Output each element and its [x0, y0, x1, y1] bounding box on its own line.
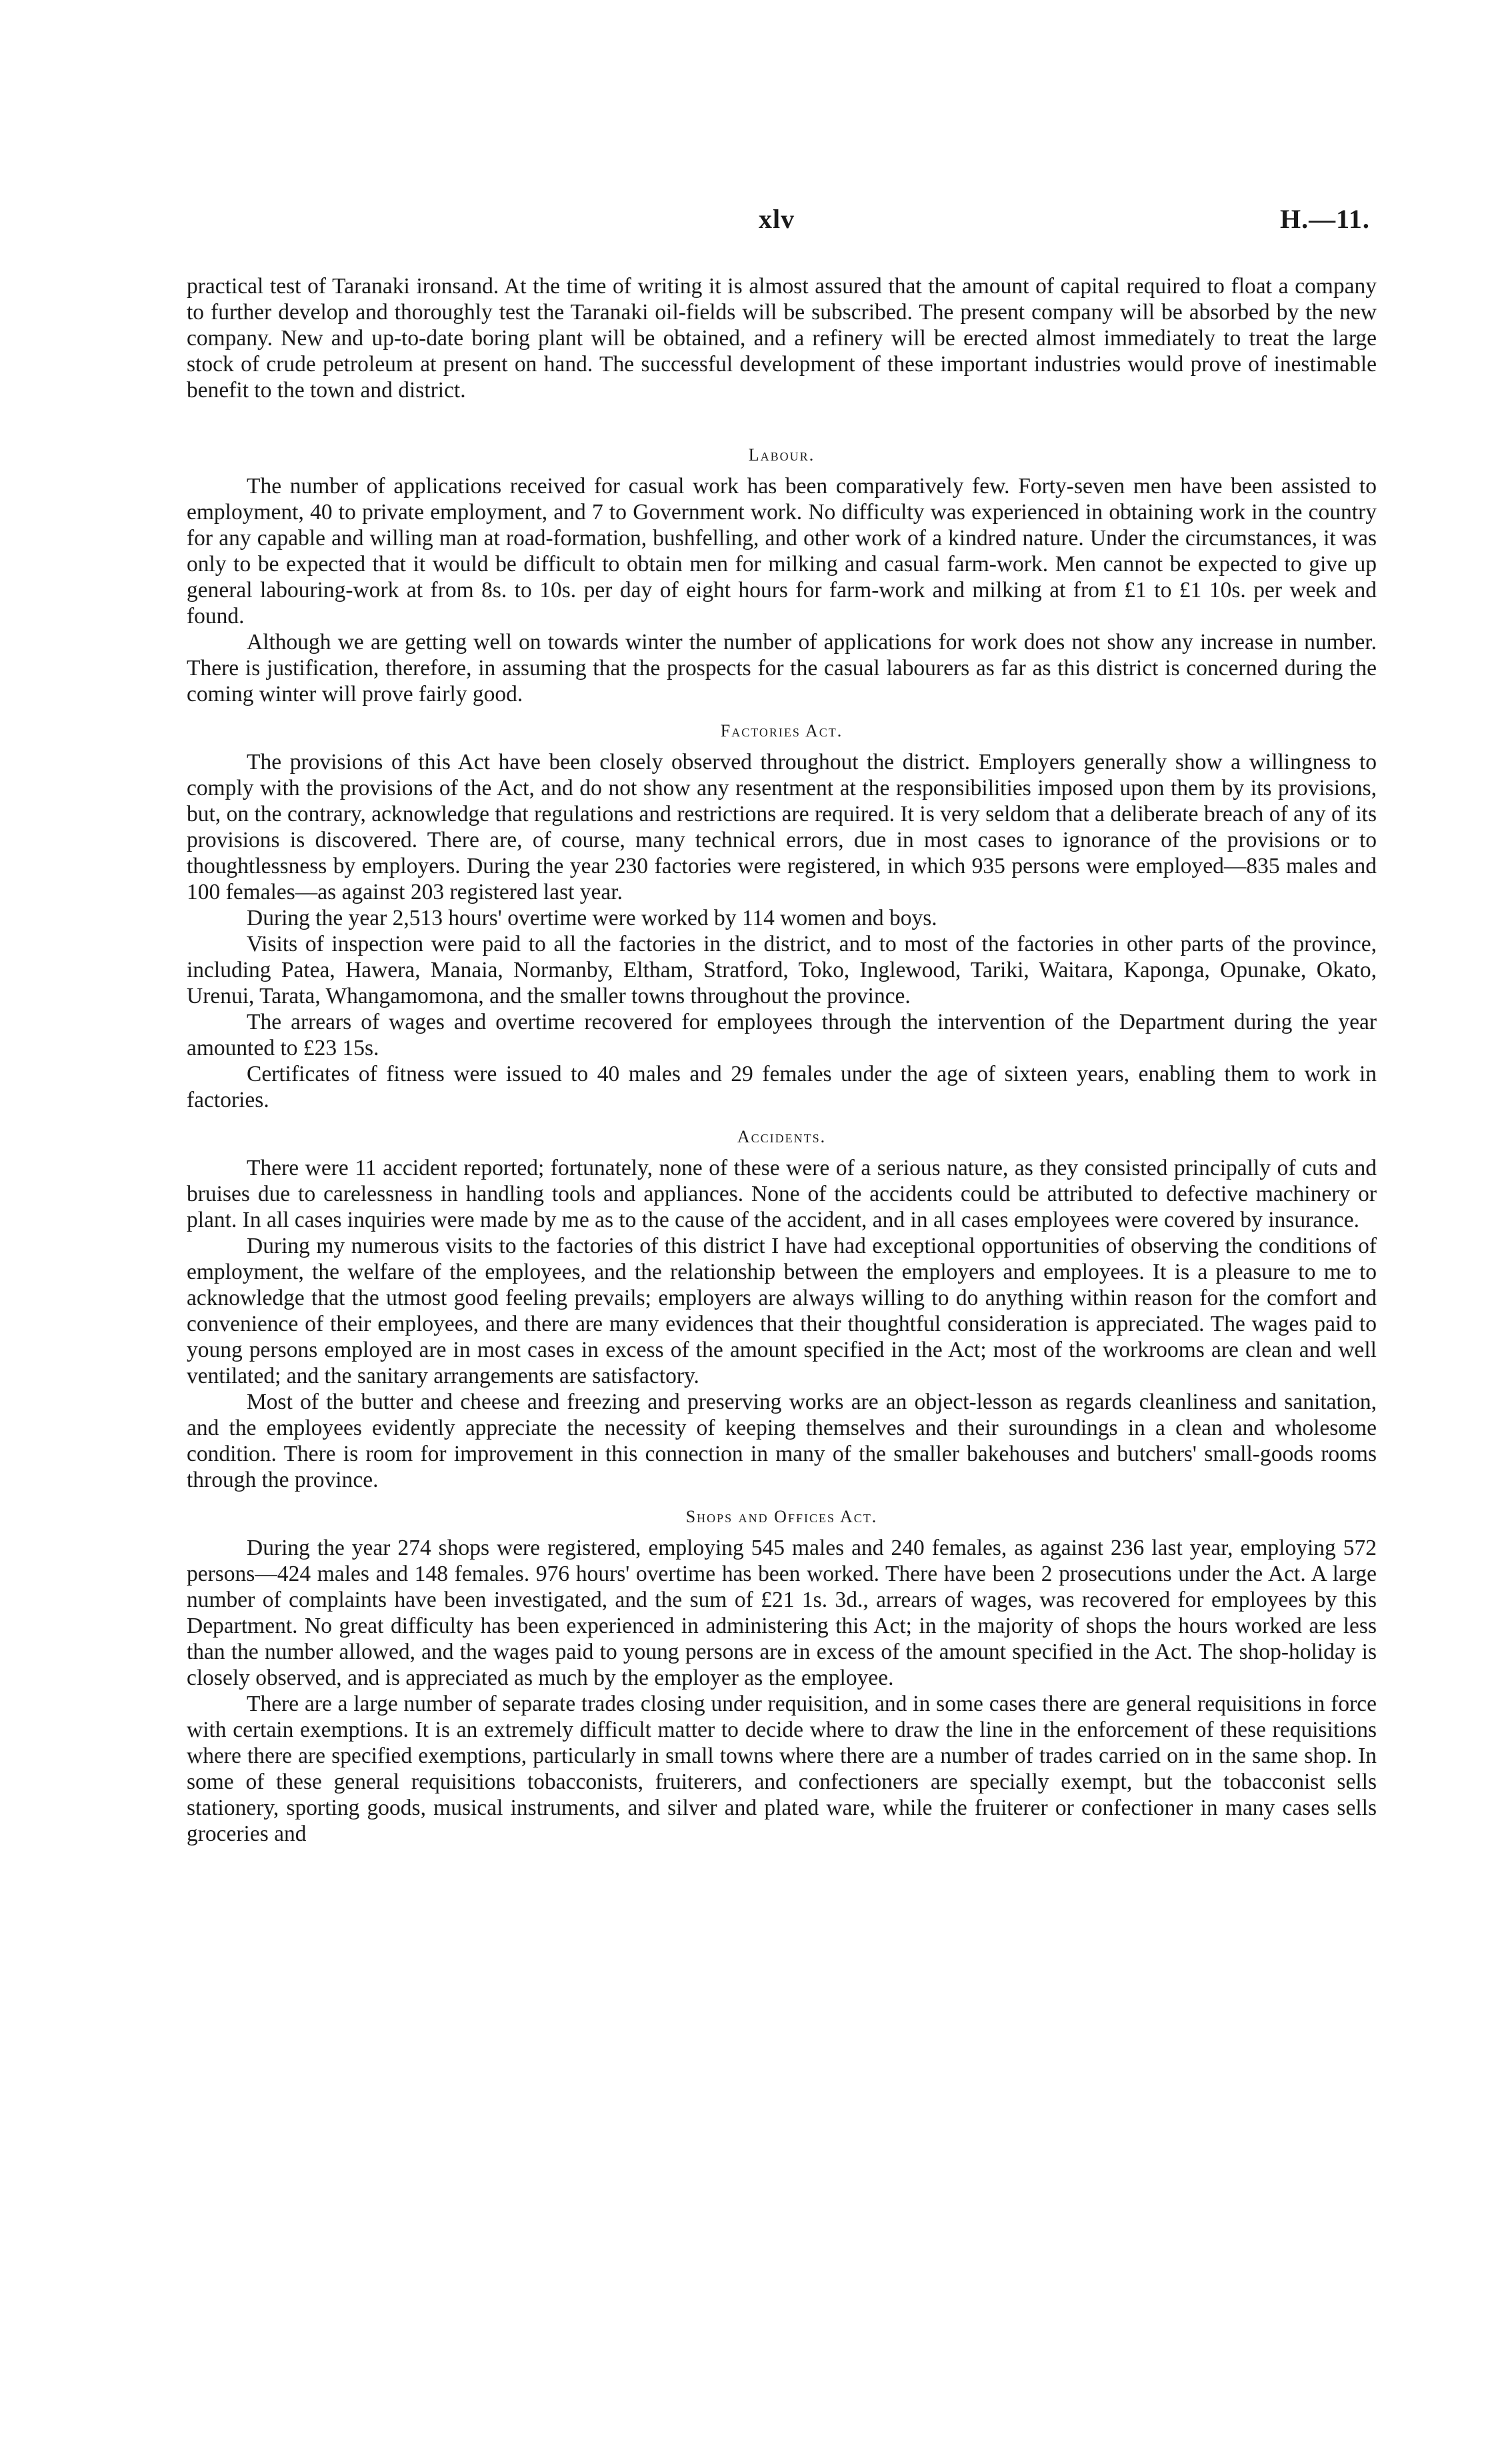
section-heading-labour: Labour. [748, 445, 815, 465]
accidents-paragraph-2: During my numerous visits to the factories of this district I have had exceptional opportunities of observing the conditions of employment, the welfare of the employees, and the relationship between the employers and employees. It is a pleasure to me to acknowledge that the utmost good feeling prevails; employers are always willing to do anything within reason for the comfort and convenience of their employees, and there are many evidences that their thoughtful consideration is appreciated. The wages paid to young persons employed are in most cases in excess of the amount specified in the Act; most of the workrooms are clean and well ventilated; and the sanitary arrangements are satisfactory. [187, 1234, 1377, 1388]
document-reference: H.—11. [1280, 204, 1370, 234]
page-number: xlv [759, 204, 795, 234]
labour-paragraph-1: The number of applications received for casual work has been comparatively few. Forty-seven men have been assisted to employment, 40 to private employment, and 7 to Government work. No difficulty was experienced in obtaining work in the country for any capable and willing man at road-formation, bushfelling, and other work of a kindred nature. Under the circumstances, it was only to be expected that it would be difficult to obtain men for milking and casual farm-work. Men cannot be expected to give up general labouring-work at from 8s. to 10s. per day of eight hours for farm-work and milking at from £1 to £1 10s. per week and found. [187, 474, 1377, 628]
section-heading-shops: Shops and Offices Act. [685, 1507, 878, 1526]
labour-paragraph-2: Although we are getting well on towards winter the number of applications for work does not show any increase in number. There is justification, therefore, in assuming that the prospects for the casual labourers as far as this district is concerned during the coming winter will prove fairly good. [187, 630, 1377, 706]
section-heading-factories: Factories Act. [720, 721, 843, 740]
shops-paragraph-1: During the year 274 shops were registered, employing 545 males and 240 females, as against 236 last year, employing 572 persons—424 males and 148 females. 976 hours' overtime has been worked. There have been 2 prosecutions under the Act. A large number of complaints have been investigated, and the sum of £21 1s. 3d., arrears of wages, was recovered for employees by this Department. No great difficulty has been experienced in administering this Act; in the majority of shops the hours worked are less than the number allowed, and the wages paid to young persons are in excess of the amount specified in the Act. The shop-holiday is closely observed, and is appreciated as much by the employer as the employee. [187, 1536, 1377, 1690]
factories-paragraph-2: During the year 2,513 hours' overtime were worked by 114 women and boys. [247, 906, 937, 930]
factories-paragraph-4: The arrears of wages and overtime recovered for employees through the intervention of the Department during the year amounted to £23 15s. [187, 1010, 1377, 1060]
shops-paragraph-2: There are a large number of separate trades closing under requisition, and in some cases there are general requisitions in force with certain exemptions. It is an extremely difficult matter to decide where to draw the line in the enforcement of these requisitions where there are specified exemptions, particularly in small towns where there are a number of trades carried on in the same shop. In some of these general requisitions tobacconists, fruiterers, and confectioners are specially exempt, but the tobacconist sells stationery, sporting goods, musical instruments, and silver and plated ware, while the fruiterer or confectioner in many cases sells groceries and [187, 1692, 1377, 1846]
intro-paragraph: practical test of Taranaki ironsand. At the time of writing it is almost assured that the amount of capital required to float a company to further develop and thoroughly test the Taranaki oil-fields will be subscribed. The present company will be absorbed by the new company. New and up-to-date boring plant will be obtained, and a refinery will be erected almost immediately to treat the large stock of crude petroleum at present on hand. The successful development of these important industries would prove of inestimable benefit to the town and district. [187, 274, 1377, 403]
page-body [187, 273, 1377, 1847]
factories-paragraph-5: Certificates of fitness were issued to 40 males and 29 females under the age of sixteen years, enabling them to work in factories. [187, 1062, 1377, 1112]
accidents-paragraph-3: Most of the butter and cheese and freezing and preserving works are an object-lesson as regards cleanliness and sanitation, and the employees evidently appreciate the necessity of keeping themselves and their suroundings in a clean and wholesome condition. There is room for improvement in this connection in many of the smaller bakehouses and butchers' small-goods rooms through the province. [187, 1390, 1377, 1492]
accidents-paragraph-1: There were 11 accident reported; fortunately, none of these were of a serious nature, as they consisted principally of cuts and bruises due to carelessness in handling tools and appliances. None of the accidents could be attributed to defective machinery or plant. In all cases inquiries were made by me as to the cause of the accident, and in all cases employees were covered by insurance. [187, 1156, 1377, 1232]
factories-paragraph-1: The provisions of this Act have been closely observed throughout the district. Employers generally show a willingness to comply with the provisions of the Act, and do not show any resentment at the responsibilities imposed upon them by its provisions, but, on the contrary, acknowledge that regulations and restrictions are required. It is very seldom that a deliberate breach of any of its provisions is discovered. There are, of course, many technical errors, due in most cases to ignorance of the provisions or to thoughtlessness by employers. During the year 230 factories were registered, in which 935 persons were employed—835 males and 100 females—as against 203 registered last year. [187, 750, 1377, 904]
section-heading-accidents: Accidents. [737, 1127, 827, 1146]
factories-paragraph-3: Visits of inspection were paid to all the factories in the district, and to most of the factories in other parts of the province, including Patea, Hawera, Manaia, Normanby, Eltham, Stratford, Toko, Inglewood, Tariki, Waitara, Kaponga, Opunake, Okato, Urenui, Tarata, Whangamomona, and the smaller towns throughout the province. [187, 932, 1377, 1008]
